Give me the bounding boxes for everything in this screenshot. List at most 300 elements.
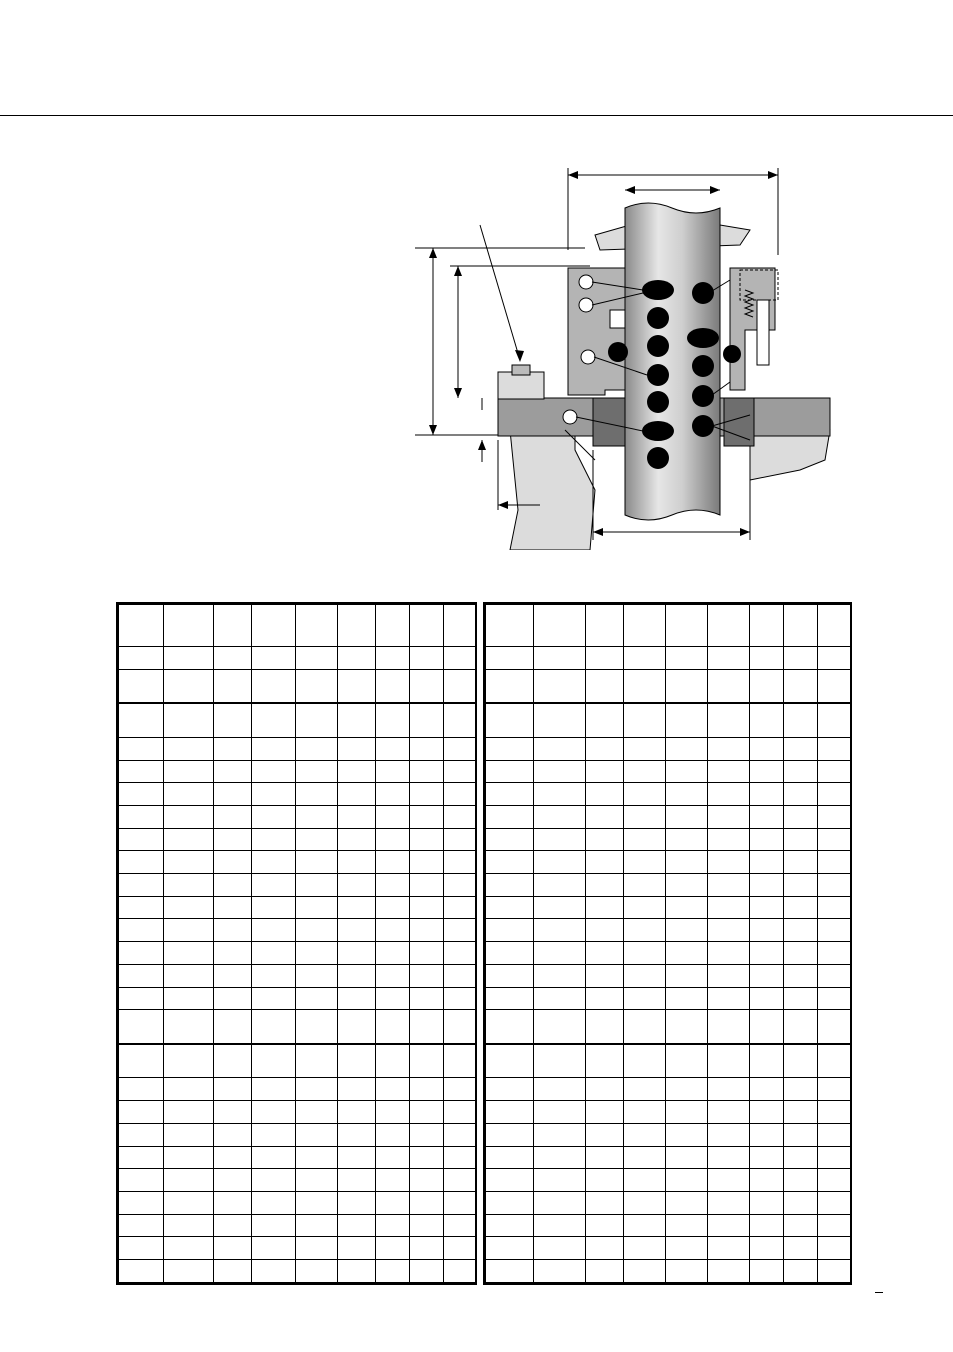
table-cell (486, 828, 534, 851)
table-cell (252, 1010, 296, 1044)
table-cell (818, 828, 851, 851)
table-cell (338, 760, 376, 783)
hollow-callout (579, 275, 593, 289)
table-cell (252, 1260, 296, 1283)
table-cell (784, 1123, 818, 1146)
table-cell (444, 760, 476, 783)
table-cell (818, 647, 851, 670)
table-cell (164, 851, 214, 874)
table-cell (586, 760, 624, 783)
header-cell (534, 605, 586, 647)
table-cell (666, 1169, 708, 1192)
table-cell (164, 703, 214, 737)
table-cell (708, 783, 750, 806)
table-cell (534, 703, 586, 737)
table-cell (376, 1260, 410, 1283)
table-cell (624, 919, 666, 942)
table-cell (119, 1123, 164, 1146)
table-cell (164, 1260, 214, 1283)
table-cell (410, 1044, 444, 1078)
table-row (486, 737, 851, 760)
table-cell (708, 828, 750, 851)
table-cell (534, 851, 586, 874)
table-row (486, 1146, 851, 1169)
table-cell (338, 1123, 376, 1146)
table-cell (666, 1101, 708, 1124)
header-cell (586, 605, 624, 647)
table-cell (376, 647, 410, 670)
table-cell (818, 1260, 851, 1283)
table-cell (486, 783, 534, 806)
table-cell (818, 1044, 851, 1078)
table-cell (624, 1044, 666, 1078)
table-cell (338, 805, 376, 828)
table-cell (296, 828, 338, 851)
table-cell (486, 703, 534, 737)
table-cell (586, 851, 624, 874)
table-cell (624, 647, 666, 670)
table-cell (252, 987, 296, 1010)
hollow-callout (563, 410, 577, 424)
callout-dot (642, 421, 674, 441)
housing-lower-right (750, 430, 830, 480)
table-cell (586, 987, 624, 1010)
table-cell (444, 851, 476, 874)
table-row (486, 1169, 851, 1192)
table-cell (296, 1191, 338, 1214)
table-cell (410, 1010, 444, 1044)
table-cell (708, 647, 750, 670)
spec-table-right-grid (485, 604, 851, 1283)
table-cell (164, 1237, 214, 1260)
table-cell (410, 737, 444, 760)
table-cell (666, 874, 708, 897)
table-cell (444, 919, 476, 942)
table-cell (750, 1214, 784, 1237)
table-cell (410, 1169, 444, 1192)
table-cell (750, 703, 784, 737)
table-cell (486, 805, 534, 828)
table-cell (784, 942, 818, 965)
table-cell (444, 1214, 476, 1237)
table-row (486, 896, 851, 919)
table-row (119, 1078, 476, 1101)
table-cell (214, 1214, 252, 1237)
table-cell (214, 942, 252, 965)
table-cell (486, 1214, 534, 1237)
table-cell (534, 1169, 586, 1192)
table-cell (708, 1078, 750, 1101)
table-cell (586, 942, 624, 965)
table-cell (376, 896, 410, 919)
table-row (486, 760, 851, 783)
table-cell (119, 1078, 164, 1101)
table-row (119, 1123, 476, 1146)
table-cell (119, 703, 164, 737)
table-cell (784, 760, 818, 783)
table-cell (376, 942, 410, 965)
table-cell (784, 828, 818, 851)
table-cell (818, 760, 851, 783)
table-cell (784, 783, 818, 806)
table-row (119, 1214, 476, 1237)
table-cell (534, 783, 586, 806)
table-cell (296, 942, 338, 965)
table-cell (666, 1078, 708, 1101)
table-cell (534, 1214, 586, 1237)
table-cell (666, 896, 708, 919)
table-cell (750, 828, 784, 851)
table-cell (376, 783, 410, 806)
table-cell (750, 1146, 784, 1169)
table-row (119, 760, 476, 783)
table-cell (444, 1123, 476, 1146)
table-cell (164, 1044, 214, 1078)
table-row (119, 874, 476, 897)
table-cell (444, 874, 476, 897)
table-cell (296, 737, 338, 760)
table-row (486, 1010, 851, 1044)
table-cell (666, 647, 708, 670)
table-cell (296, 760, 338, 783)
header-cell (666, 605, 708, 647)
table-row (486, 783, 851, 806)
table-cell (164, 1214, 214, 1237)
table-cell (784, 1044, 818, 1078)
table-cell (586, 703, 624, 737)
table-row (119, 1044, 476, 1078)
table-cell (119, 896, 164, 919)
table-cell (164, 942, 214, 965)
table-cell (586, 1078, 624, 1101)
table-cell (534, 737, 586, 760)
table-cell (164, 964, 214, 987)
table-cell (818, 703, 851, 737)
table-cell (750, 1078, 784, 1101)
table-cell (410, 919, 444, 942)
table-cell (534, 828, 586, 851)
table-cell (624, 737, 666, 760)
table-cell (750, 896, 784, 919)
table-cell (214, 1169, 252, 1192)
table-cell (252, 919, 296, 942)
table-cell (119, 760, 164, 783)
table-cell (410, 1101, 444, 1124)
table-cell (624, 1078, 666, 1101)
table-cell (376, 805, 410, 828)
table-cell (119, 851, 164, 874)
table-cell (252, 1044, 296, 1078)
table-cell (296, 1010, 338, 1044)
table-cell (534, 1010, 586, 1044)
table-cell (214, 1146, 252, 1169)
table-cell (534, 1260, 586, 1283)
table-cell (666, 783, 708, 806)
table-cell (444, 1260, 476, 1283)
table-cell (624, 1237, 666, 1260)
table-cell (214, 1010, 252, 1044)
table-cell (784, 1214, 818, 1237)
table-cell (666, 1237, 708, 1260)
table-row (119, 964, 476, 987)
table-cell (296, 874, 338, 897)
table-row (486, 647, 851, 670)
table-cell (708, 987, 750, 1010)
table-cell (666, 1010, 708, 1044)
table-cell (750, 669, 784, 703)
table-cell (750, 783, 784, 806)
table-cell (296, 1237, 338, 1260)
table-cell (750, 1191, 784, 1214)
callout-dot (723, 345, 741, 363)
table-cell (708, 964, 750, 987)
table-cell (376, 1044, 410, 1078)
table-cell (338, 964, 376, 987)
table-header-row (119, 605, 476, 647)
table-cell (338, 919, 376, 942)
table-cell (338, 1191, 376, 1214)
table-cell (708, 669, 750, 703)
table-cell (486, 964, 534, 987)
table-cell (818, 783, 851, 806)
table-cell (214, 828, 252, 851)
table-row (119, 851, 476, 874)
table-cell (252, 737, 296, 760)
table-cell (708, 1123, 750, 1146)
table-cell (784, 1237, 818, 1260)
table-cell (444, 942, 476, 965)
table-cell (534, 987, 586, 1010)
table-cell (486, 669, 534, 703)
table-cell (376, 1101, 410, 1124)
table-row (486, 964, 851, 987)
table-cell (376, 874, 410, 897)
table-cell (818, 1214, 851, 1237)
table-cell (534, 1123, 586, 1146)
table-cell (410, 647, 444, 670)
table-cell (119, 828, 164, 851)
table-cell (214, 669, 252, 703)
table-cell (708, 1169, 750, 1192)
table-cell (338, 851, 376, 874)
table-cell (818, 669, 851, 703)
spec-table-left-grid (118, 604, 476, 1283)
table-cell (784, 805, 818, 828)
table-cell (750, 1044, 784, 1078)
table-cell (586, 669, 624, 703)
table-cell (444, 828, 476, 851)
table-cell (624, 874, 666, 897)
table-cell (534, 805, 586, 828)
table-cell (624, 1214, 666, 1237)
table-cell (164, 805, 214, 828)
table-cell (296, 1123, 338, 1146)
table-cell (444, 1146, 476, 1169)
table-cell (486, 737, 534, 760)
table-cell (376, 1123, 410, 1146)
table-cell (486, 760, 534, 783)
table-cell (376, 1214, 410, 1237)
callout-dot (692, 415, 714, 437)
table-cell (338, 737, 376, 760)
table-cell (444, 647, 476, 670)
table-cell (376, 828, 410, 851)
table-cell (252, 1123, 296, 1146)
table-row (486, 703, 851, 737)
table-cell (338, 1260, 376, 1283)
table-cell (486, 942, 534, 965)
table-cell (708, 919, 750, 942)
table-row (119, 942, 476, 965)
table-row (486, 851, 851, 874)
table-cell (296, 851, 338, 874)
table-cell (444, 737, 476, 760)
table-cell (214, 1191, 252, 1214)
table-cell (534, 669, 586, 703)
table-row (486, 1260, 851, 1283)
table-cell (296, 1078, 338, 1101)
seat-holder-right (724, 398, 754, 446)
table-cell (708, 851, 750, 874)
table-cell (750, 1123, 784, 1146)
table-cell (338, 1044, 376, 1078)
table-cell (376, 1169, 410, 1192)
table-cell (818, 1191, 851, 1214)
table-cell (214, 987, 252, 1010)
table-row (119, 987, 476, 1010)
table-cell (586, 919, 624, 942)
table-cell (410, 1260, 444, 1283)
table-cell (750, 737, 784, 760)
table-cell (410, 783, 444, 806)
table-row (486, 805, 851, 828)
table-cell (252, 1146, 296, 1169)
table-cell (818, 942, 851, 965)
table-cell (784, 896, 818, 919)
housing-lower (510, 430, 595, 550)
table-cell (252, 760, 296, 783)
table-cell (486, 1078, 534, 1101)
table-cell (534, 1191, 586, 1214)
table-cell (750, 760, 784, 783)
table-cell (119, 647, 164, 670)
header-cell (784, 605, 818, 647)
table-cell (296, 805, 338, 828)
table-cell (338, 874, 376, 897)
table-cell (534, 760, 586, 783)
table-cell (164, 896, 214, 919)
table-cell (586, 1214, 624, 1237)
table-cell (444, 783, 476, 806)
table-cell (214, 964, 252, 987)
table-cell (784, 1101, 818, 1124)
table-cell (252, 1101, 296, 1124)
table-cell (666, 1260, 708, 1283)
table-row (119, 1237, 476, 1260)
table-cell (750, 1010, 784, 1044)
table-cell (624, 1101, 666, 1124)
callout-dot (692, 355, 714, 377)
table-cell (486, 1169, 534, 1192)
header-cell (252, 605, 296, 647)
table-cell (252, 1078, 296, 1101)
table-cell (624, 896, 666, 919)
table-cell (164, 828, 214, 851)
table-cell (338, 647, 376, 670)
table-cell (486, 987, 534, 1010)
gland-nut (498, 372, 544, 399)
table-row (119, 1191, 476, 1214)
page-marker (875, 1292, 883, 1293)
table-cell (119, 737, 164, 760)
header-cell (164, 605, 214, 647)
table-cell (666, 805, 708, 828)
table-cell (708, 737, 750, 760)
table-cell (410, 851, 444, 874)
table-cell (624, 942, 666, 965)
table-cell (252, 964, 296, 987)
table-cell (784, 703, 818, 737)
table-cell (486, 1146, 534, 1169)
table-cell (410, 1078, 444, 1101)
table-cell (666, 737, 708, 760)
table-cell (586, 874, 624, 897)
table-cell (119, 1044, 164, 1078)
table-cell (338, 1237, 376, 1260)
table-cell (214, 1123, 252, 1146)
table-cell (376, 919, 410, 942)
callout-dot (692, 282, 714, 304)
table-cell (410, 1214, 444, 1237)
table-cell (534, 1078, 586, 1101)
table-cell (486, 1191, 534, 1214)
table-cell (444, 987, 476, 1010)
table-cell (252, 1191, 296, 1214)
table-cell (252, 805, 296, 828)
table-cell (338, 828, 376, 851)
table-cell (708, 1237, 750, 1260)
table-cell (410, 703, 444, 737)
table-cell (376, 1146, 410, 1169)
table-row (486, 1044, 851, 1078)
table-cell (252, 1237, 296, 1260)
table-row (486, 1191, 851, 1214)
table-cell (252, 1214, 296, 1237)
table-cell (624, 783, 666, 806)
table-cell (444, 1010, 476, 1044)
table-cell (586, 1146, 624, 1169)
drive-pin (757, 300, 769, 365)
callout-dot (642, 280, 674, 300)
table-cell (338, 783, 376, 806)
header-cell (376, 605, 410, 647)
table-cell (818, 896, 851, 919)
table-cell (338, 1078, 376, 1101)
header-cell (214, 605, 252, 647)
table-cell (666, 1146, 708, 1169)
table-cell (119, 987, 164, 1010)
table-cell (666, 987, 708, 1010)
table-cell (708, 874, 750, 897)
table-cell (708, 760, 750, 783)
table-cell (708, 942, 750, 965)
table-cell (784, 669, 818, 703)
table-cell (252, 828, 296, 851)
table-row (119, 828, 476, 851)
table-cell (486, 1260, 534, 1283)
table-cell (486, 874, 534, 897)
table-cell (376, 964, 410, 987)
